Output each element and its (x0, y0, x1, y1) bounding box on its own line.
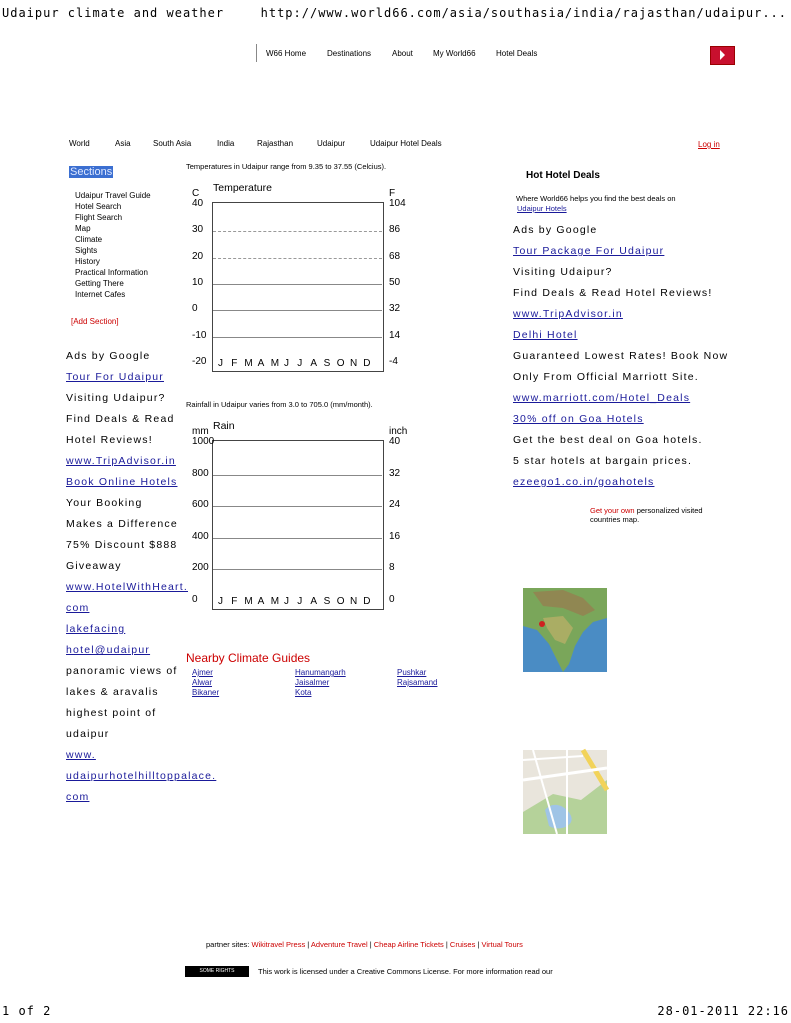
y-tick-right: 40 (389, 436, 401, 447)
breadcrumb-hotel-deals[interactable]: Udaipur Hotel Deals (370, 139, 442, 148)
gridline (213, 538, 382, 539)
x-tick-label: M (270, 596, 280, 607)
right-ad-text-6: Only From Official Marriott Site. (513, 371, 699, 383)
chart-title: Temperature (213, 182, 272, 194)
breadcrumb-asia[interactable]: Asia (115, 139, 131, 148)
y-unit-left: mm (192, 426, 209, 437)
x-tick-label: J (284, 358, 289, 369)
page-count: 1 of 2 (2, 1004, 52, 1018)
nearby-link-ajmer[interactable]: Ajmer (192, 668, 213, 677)
y-tick-left: 600 (192, 499, 209, 511)
nearby-col2 (295, 668, 346, 698)
left-ad-link-19[interactable]: udaipurhotelhilltoppalace. (66, 770, 217, 782)
right-ad-link-3[interactable]: www.TripAdvisor.in (513, 308, 623, 320)
right-ad-text-9: Get the best deal on Goa hotels. (513, 434, 703, 446)
y-tick-right: 14 (389, 329, 401, 341)
right-ads-by-google-label: Ads by Google (513, 224, 598, 236)
temperature-intro: Temperatures in Udaipur range from 9.35 to 37.55 (Celcius). (186, 162, 387, 171)
x-tick-label: M (244, 358, 253, 369)
y-tick-right: 24 (389, 499, 401, 511)
street-map-image (523, 750, 607, 834)
x-tick-label: F (231, 358, 238, 369)
left-ad-link-5[interactable]: Book Online Hotels (66, 476, 178, 488)
y-tick-right: 104 (389, 198, 406, 209)
y-tick-right: 16 (389, 530, 401, 542)
right-ad-text-5: Guaranteed Lowest Rates! Book Now (513, 350, 729, 362)
left-ad-link-18[interactable]: www. (66, 749, 96, 761)
partner-sites: partner sites: Wikitravel Press | Adventure Travel | Cheap Airline Tickets | Cruises | Virtual Tours (206, 940, 523, 949)
nearby-col1 (192, 668, 219, 698)
sections-title: Sections (70, 166, 113, 178)
left-ad-text-17: udaipur (66, 728, 110, 740)
partner-cheap-airline[interactable]: Cheap Airline Tickets (373, 940, 444, 949)
left-ad-link-13[interactable]: hotel@udaipur (66, 644, 151, 656)
india-map-thumbnail[interactable] (523, 588, 607, 672)
gridline (213, 258, 382, 259)
y-tick-right: 86 (389, 224, 401, 236)
hot-hotel-deals-title: Hot Hotel Deals (526, 170, 600, 181)
left-ad-link-4[interactable]: www.TripAdvisor.in (66, 455, 176, 467)
x-tick-label: D (363, 358, 371, 369)
nearby-link-bikaner[interactable]: Bikaner (192, 688, 220, 697)
y-tick-right: 0 (389, 594, 395, 605)
y-tick-left: 40 (192, 198, 204, 209)
sidebar-item-getting-there[interactable]: Getting There (75, 279, 124, 288)
left-ad-text-7: Makes a Difference (66, 518, 178, 530)
nav-my-world66[interactable]: My World66 (433, 49, 476, 58)
nav-w66-home[interactable]: W66 Home (266, 49, 307, 58)
y-tick-left: 1000 (192, 436, 215, 447)
y-tick-left: 20 (192, 250, 204, 262)
go-button[interactable] (710, 46, 735, 65)
y-tick-left: 30 (192, 224, 204, 236)
sidebar-item-practical-information[interactable]: Practical Information (75, 268, 148, 277)
breadcrumb (0, 139, 791, 151)
right-ad-text-10: 5 star hotels at bargain prices. (513, 455, 693, 467)
y-tick-left: -20 (192, 356, 207, 367)
hot-deals-desc: Where World66 helps you find the best deals on (516, 194, 676, 203)
x-tick-label: O (336, 358, 345, 369)
y-tick-left: 0 (192, 594, 198, 605)
nav-destinations[interactable]: Destinations (327, 49, 372, 58)
partner-cruises[interactable]: Cruises (449, 940, 476, 949)
chart-plot-area (212, 202, 384, 372)
add-section-link[interactable]: [Add Section] (71, 317, 119, 326)
x-tick-label: J (284, 596, 289, 607)
breadcrumb-rajasthan[interactable]: Rajasthan (257, 139, 294, 148)
y-tick-left: 400 (192, 530, 209, 542)
sidebar-item-udaipur-travel-guide[interactable]: Udaipur Travel Guide (75, 191, 151, 200)
gridline (213, 231, 382, 232)
left-ad-text-16: highest point of (66, 707, 157, 719)
breadcrumb-south-asia[interactable]: South Asia (153, 139, 192, 148)
chart-title: Rain (213, 420, 235, 432)
left-ad-text-6: Your Booking (66, 497, 143, 509)
left-ad-text-8: 75% Discount $888 (66, 539, 178, 551)
nearby-link-alwar[interactable]: Alwar (192, 678, 213, 687)
breadcrumb-india[interactable]: India (217, 139, 235, 148)
sidebar-item-history[interactable]: History (75, 257, 100, 266)
y-tick-right: 32 (389, 303, 401, 315)
breadcrumb-world[interactable]: World (69, 139, 90, 148)
y-tick-left: -10 (192, 329, 207, 341)
map-promo (590, 506, 730, 524)
x-tick-label: D (363, 596, 371, 607)
nearby-link-rajsamand[interactable]: Rajsamand (397, 678, 438, 687)
x-tick-label: J (297, 358, 303, 369)
sidebar-item-climate[interactable]: Climate (75, 235, 103, 244)
y-tick-right: -4 (389, 356, 398, 367)
ads-by-google-label: Ads by Google (66, 350, 151, 362)
udaipur-hotels-link[interactable]: Udaipur Hotels (517, 204, 567, 213)
x-tick-label: N (350, 358, 358, 369)
x-tick-label: J (218, 596, 223, 607)
sidebar-item-sights[interactable]: Sights (75, 246, 98, 255)
gridline (213, 310, 382, 311)
right-ad-link-7[interactable]: www.marriott.com/Hotel_Deals (513, 392, 691, 404)
get-your-own-link[interactable]: Get your own (590, 506, 635, 515)
x-tick-label: S (323, 596, 331, 607)
right-ad-link-8[interactable]: 30% off on Goa Hotels (513, 413, 644, 425)
left-ad-link-11[interactable]: com (66, 602, 90, 614)
y-unit-right: F (389, 188, 396, 199)
partner-virtual-tours[interactable]: Virtual Tours (481, 940, 523, 949)
nav-hotel-deals[interactable]: Hotel Deals (496, 49, 538, 58)
gridline (213, 506, 382, 507)
y-tick-left: 800 (192, 467, 209, 479)
india-map-image (523, 588, 607, 672)
rain-intro: Rainfall in Udaipur varies from 3.0 to 705.0 (mm/month). (186, 400, 373, 409)
license-text: This work is licensed under a Creative Commons License. For more information read our (258, 967, 553, 976)
y-tick-left: 200 (192, 562, 209, 574)
gridline (213, 284, 382, 285)
left-ad-link-12[interactable]: lakefacing (66, 623, 126, 635)
nav-about[interactable]: About (392, 49, 413, 58)
x-tick-label: N (350, 596, 358, 607)
x-tick-label: S (323, 358, 331, 369)
x-tick-label: M (244, 596, 253, 607)
y-unit-left: C (192, 188, 200, 199)
nearby-col3 (397, 668, 437, 688)
y-tick-left: 0 (192, 303, 198, 315)
y-tick-right: 32 (389, 467, 401, 479)
x-tick-label: A (257, 596, 265, 607)
rain-chart (186, 418, 426, 628)
right-ad-link-11[interactable]: ezeego1.co.in/goahotels (513, 476, 655, 488)
page-title: Udaipur climate and weather (2, 6, 225, 20)
sidebar-item-map[interactable]: Map (75, 224, 91, 233)
left-ad-text-15: lakes & aravalis (66, 686, 159, 698)
y-tick-left: 10 (192, 277, 204, 288)
print-datetime: 28-01-2011 22:16 (657, 1004, 789, 1018)
x-tick-label: A (310, 596, 318, 607)
x-tick-label: J (218, 358, 223, 369)
arrow-right-icon (720, 50, 725, 60)
partner-label: partner sites: (206, 940, 250, 949)
gridline (213, 569, 382, 570)
nearby-link-pushkar[interactable]: Pushkar (397, 668, 427, 677)
gridline (213, 337, 382, 338)
x-tick-label: M (270, 358, 280, 369)
chart-plot-area (212, 440, 384, 610)
page-url: http://www.world66.com/asia/southasia/india/rajasthan/udaipur... (260, 6, 787, 20)
temperature-chart (186, 180, 426, 390)
right-ad-text-1: Visiting Udaipur? (513, 266, 613, 278)
sections-list (75, 190, 151, 300)
sidebar-item-hotel-search[interactable]: Hotel Search (75, 202, 122, 211)
left-ad-link-10[interactable]: www.HotelWithHeart. (66, 581, 188, 593)
left-ad-text-1: Visiting Udaipur? (66, 392, 166, 404)
x-tick-label: J (297, 596, 303, 607)
breadcrumb-udaipur[interactable]: Udaipur (317, 139, 346, 148)
right-ad-link-4[interactable]: Delhi Hotel (513, 329, 578, 341)
right-ad-link-0[interactable]: Tour Package For Udaipur (513, 245, 665, 257)
x-tick-label: O (336, 596, 345, 607)
sidebar-item-flight-search[interactable]: Flight Search (75, 213, 123, 222)
gridline (213, 475, 382, 476)
left-ad-link-0[interactable]: Tour For Udaipur (66, 371, 164, 383)
left-ad-link-20[interactable]: com (66, 791, 90, 803)
y-unit-right: inch (389, 426, 408, 437)
nearby-link-kota[interactable]: Kota (295, 688, 312, 697)
top-nav (0, 49, 791, 61)
x-tick-label: A (257, 358, 265, 369)
partner-wikitravel[interactable]: Wikitravel Press (251, 940, 306, 949)
x-tick-label: F (231, 596, 238, 607)
cc-license-badge[interactable]: SOME RIGHTS RESERVED (185, 966, 249, 977)
right-ads (513, 220, 783, 493)
nearby-link-hanumangarh[interactable]: Hanumangarh (295, 668, 346, 677)
x-tick-label: A (310, 358, 318, 369)
nearby-link-jaisalmer[interactable]: Jaisalmer (295, 678, 330, 687)
partner-adventure-travel[interactable]: Adventure Travel (310, 940, 368, 949)
sidebar-item-internet-cafes[interactable]: Internet Cafes (75, 290, 126, 299)
login-link[interactable]: Log in (698, 140, 720, 149)
left-ad-text-3: Hotel Reviews! (66, 434, 153, 446)
map-promo-text: personalized visited countries map. (590, 506, 703, 524)
right-ad-text-2: Find Deals & Read Hotel Reviews! (513, 287, 713, 299)
y-tick-right: 68 (389, 250, 401, 262)
left-ad-text-9: Giveaway (66, 560, 122, 572)
y-tick-right: 8 (389, 562, 395, 574)
nearby-title: Nearby Climate Guides (186, 651, 311, 665)
y-tick-right: 50 (389, 277, 401, 288)
street-map-thumbnail[interactable] (523, 750, 607, 834)
left-ad-text-14: panoramic views of (66, 665, 178, 677)
left-ad-text-2: Find Deals & Read (66, 413, 175, 425)
